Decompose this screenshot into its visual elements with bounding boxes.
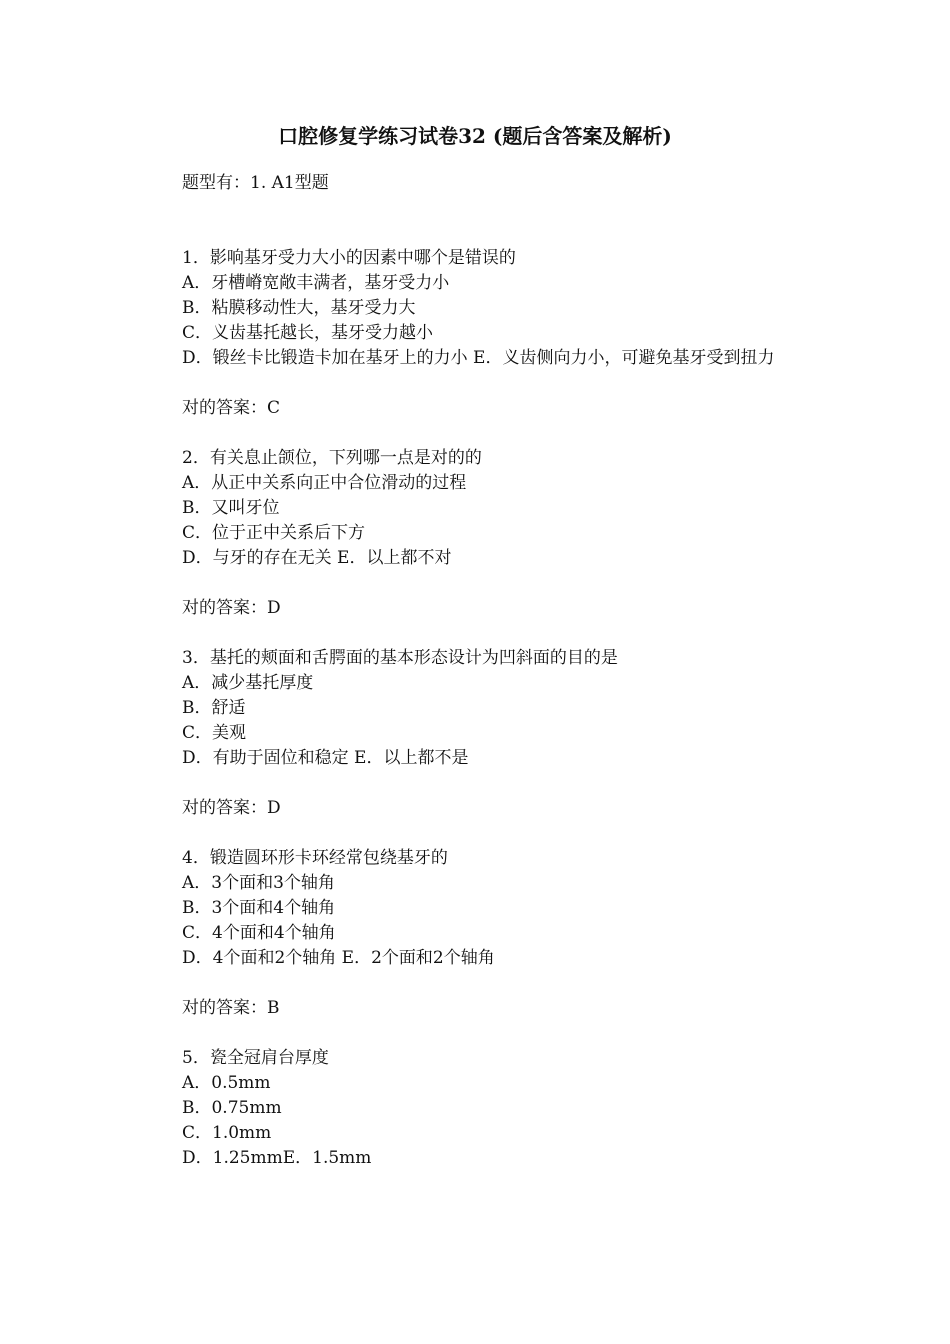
answer-line: 对的答案：D — [182, 598, 281, 618]
question-block — [145, 1046, 810, 1171]
option-d-e: D．有助于固位和稳定 E．以上都不是 — [182, 748, 469, 768]
question-type-line: 题型有：1. A1型题 — [182, 173, 329, 193]
option-a: A．3个面和3个轴角 — [182, 873, 335, 893]
answer-line: 对的答案：C — [182, 398, 281, 418]
option-b: B．舒适 — [182, 698, 246, 718]
option-d-e: D．锻丝卡比锻造卡加在基牙上的力小 E．义齿侧向力小，可避免基牙受到扭力 — [182, 348, 775, 368]
option-c: C．义齿基托越长，基牙受力越小 — [182, 323, 434, 343]
question-stem: 4．锻造圆环形卡环经常包绕基牙的 — [182, 848, 448, 868]
answer-line: 对的答案：D — [182, 798, 281, 818]
option-a: A．从正中关系向正中合位滑动的过程 — [182, 473, 467, 493]
option-a: A．减少基托厚度 — [182, 673, 314, 693]
question-block — [145, 646, 810, 846]
spacer — [145, 1021, 810, 1046]
option-c: C．位于正中关系后下方 — [182, 523, 366, 543]
option-c: C．4个面和4个轴角 — [182, 923, 336, 943]
spacer — [145, 196, 810, 246]
option-d-e: D．4个面和2个轴角 E．2个面和2个轴角 — [182, 948, 495, 968]
question-stem: 3．基托的颊面和舌腭面的基本形态设计为凹斜面的目的是 — [182, 648, 618, 668]
question-block — [145, 246, 810, 446]
option-b: B．粘膜移动性大，基牙受力大 — [182, 298, 416, 318]
question-block — [145, 446, 810, 646]
option-c: C．1.0mm — [182, 1123, 272, 1143]
option-c: C．美观 — [182, 723, 247, 743]
document-title: 口腔修复学练习试卷32 (题后含答案及解析) — [278, 124, 672, 148]
spacer — [145, 371, 810, 396]
option-d-e: D．与牙的存在无关 E．以上都不对 — [182, 548, 452, 568]
question-stem: 1．影响基牙受力大小的因素中哪个是错误的 — [182, 248, 516, 268]
option-b: B．0.75mm — [182, 1098, 282, 1118]
question-stem: 5．瓷全冠肩台厚度 — [182, 1048, 329, 1068]
spacer — [145, 421, 810, 446]
document-body — [145, 171, 810, 1171]
spacer — [145, 971, 810, 996]
option-a: A．牙槽嵴宽敞丰满者，基牙受力小 — [182, 273, 450, 293]
spacer — [145, 621, 810, 646]
option-a: A．0.5mm — [182, 1073, 271, 1093]
option-d-e: D．1.25mmE．1.5mm — [182, 1148, 372, 1168]
spacer — [145, 571, 810, 596]
spacer — [145, 771, 810, 796]
option-b: B．又叫牙位 — [182, 498, 280, 518]
question-block — [145, 846, 810, 1046]
question-stem: 2．有关息止颌位，下列哪一点是对的的 — [182, 448, 482, 468]
spacer — [145, 821, 810, 846]
option-b: B．3个面和4个轴角 — [182, 898, 336, 918]
answer-line: 对的答案：B — [182, 998, 280, 1018]
